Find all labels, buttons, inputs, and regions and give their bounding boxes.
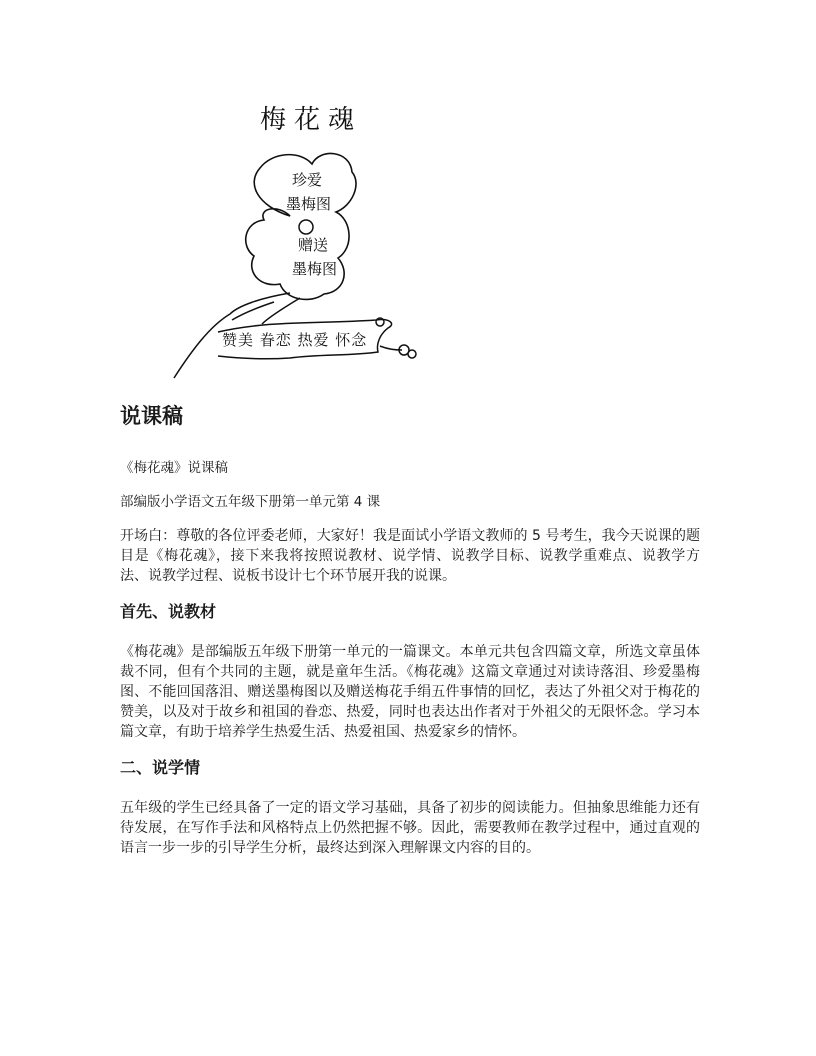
section-heading-textbook: 首先、说教材 (120, 602, 217, 621)
section-heading-students: 二、说学情 (120, 758, 201, 777)
drawing-title: 梅花魂 (260, 105, 363, 135)
lesson-subtitle: 《梅花魂》说课稿 (120, 460, 228, 476)
section-body-students: 五年级的学生已经具备了一定的语文学习基础，具备了初步的阅读能力。但抽象思维能力还有待发展，在写作手法和风格特点上仍然把握不够。因此，需要教师在教学过程中，通过直观的语言一步一步的引导学生分析，最终达到深入理解课文内容的目的。 (120, 800, 700, 856)
flower-text-4: 墨梅图 (292, 260, 338, 278)
section-body-textbook: 《梅花魂》是部编版五年级下册第一单元的一篇课文。本单元共包含四篇文章，所选文章虽体裁不同，但有个共同的主题，就是童年生活。《梅花魂》这篇文章通过对读诗落泪、珍爱墨梅图、不能回国落泪、赠送墨梅图以及赠送梅花手绢五件事情的回忆，表达了外祖父对于梅花的赞美，以及对于故乡和祖国的眷恋、热爱，同时也表达出作者对于外祖父的无限怀念。学习本篇文章，有助于培养学生热爱生活、热爱祖国、热爱家乡的情怀。 (120, 644, 700, 740)
banner-text: 赞美 眷恋 热爱 怀念 (222, 331, 368, 349)
flower-text-1: 珍爱 (292, 171, 323, 189)
opening-paragraph: 开场白：尊敬的各位评委老师，大家好！我是面试小学语文教师的 5 号考生，我今天说课的题目是《梅花魂》，接下来我将按照说教材、说学情、说教学目标、说教学重难点、说教学方法、说教学过程、说板书设计七个环节展开我的说课。 (120, 528, 700, 584)
flower-text-3: 赠送 (298, 236, 329, 254)
document-body (120, 400, 700, 872)
document-title: 说课稿 (120, 404, 183, 428)
board-design-drawing (140, 88, 440, 383)
flower-text-2: 墨梅图 (286, 195, 332, 213)
plum-blossom-sketch (140, 88, 440, 383)
flower-center-icon (299, 220, 313, 234)
unit-line: 部编版小学语文五年级下册第一单元第 4 课 (120, 494, 381, 510)
